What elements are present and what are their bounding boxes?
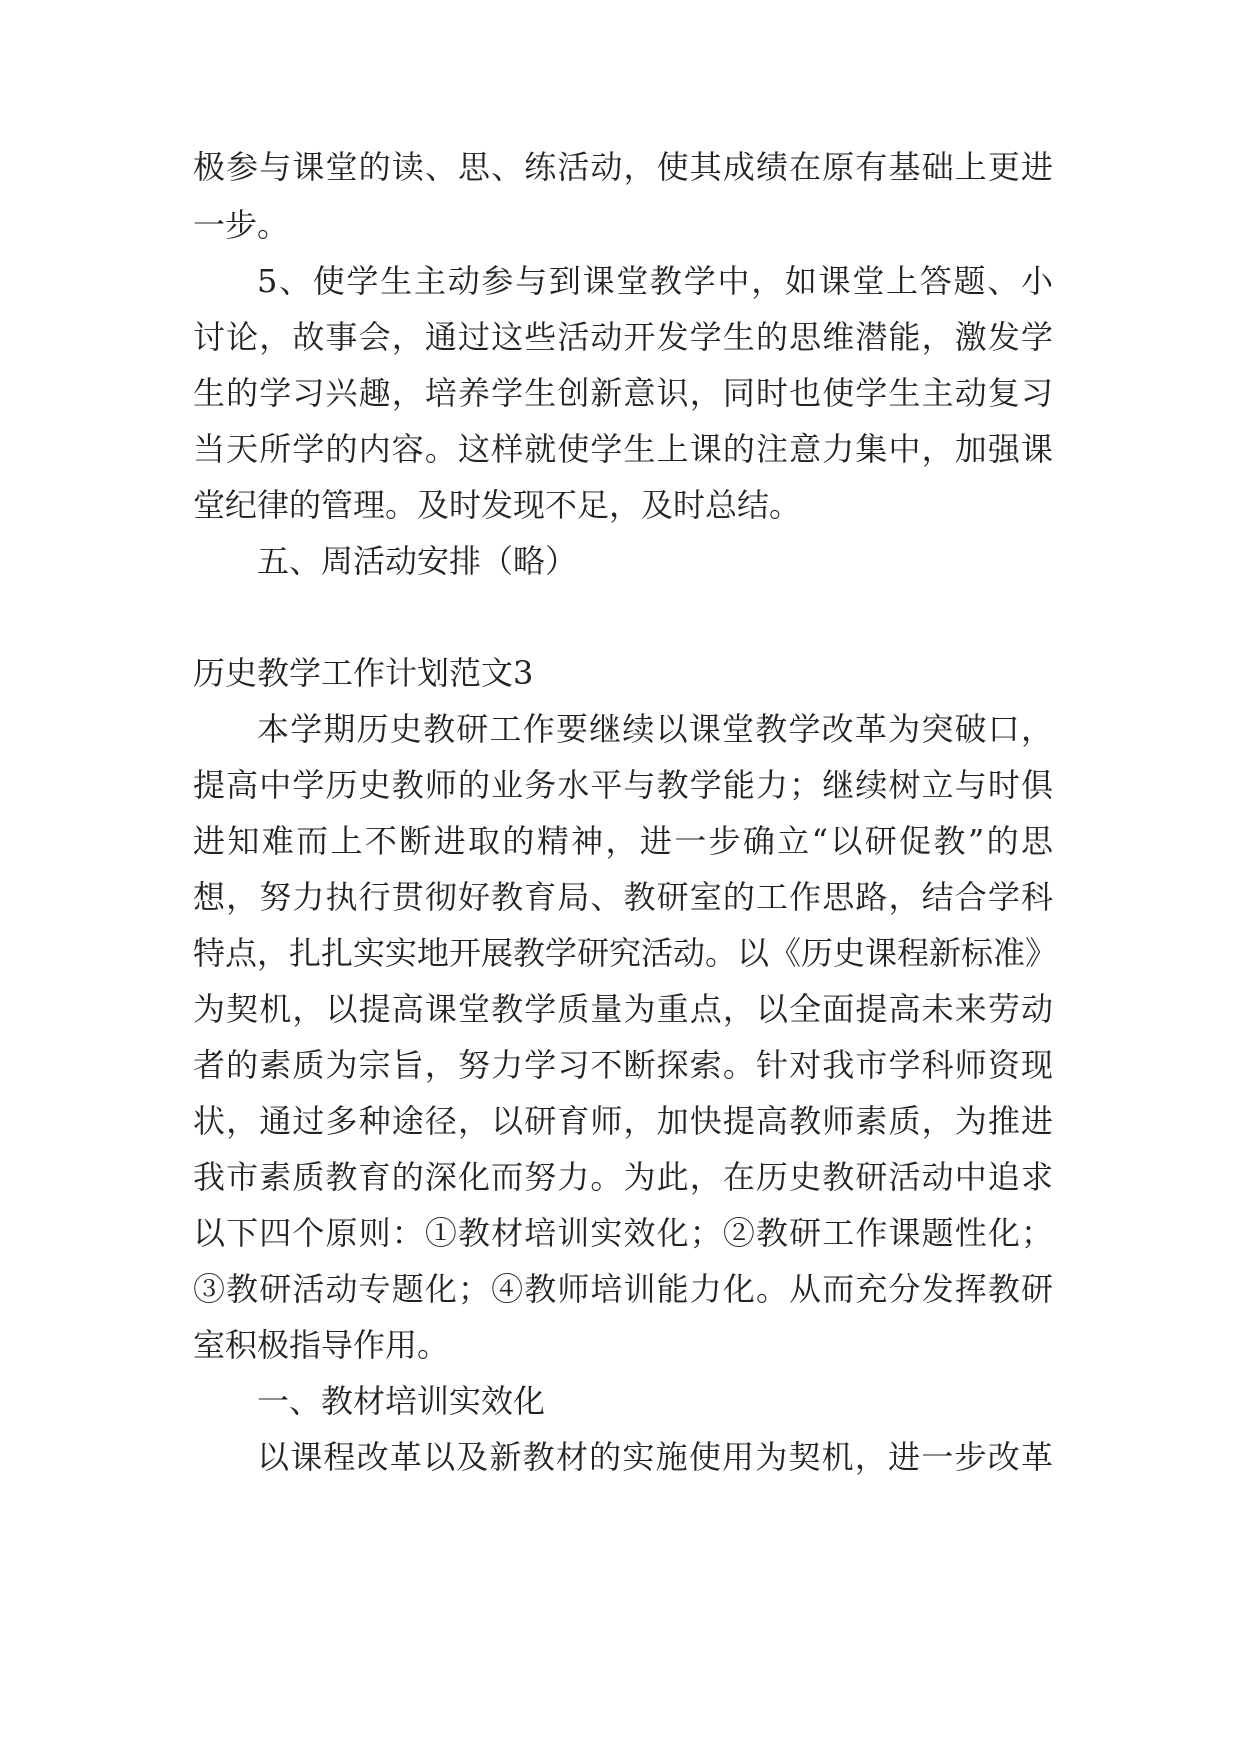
paragraph-line: 为契机，以提高课堂教学质量为重点，以全面提高未来劳动 [193,990,1053,1028]
paragraph-line: 以下四个原则：①教材培训实效化；②教研工作课题性化； [193,1214,1053,1252]
paragraph-line: ③教研活动专题化；④教师培训能力化。从而充分发挥教研 [193,1270,1053,1308]
paragraph-line: 本学期历史教研工作要继续以课堂教学改革为突破口， [257,710,1053,748]
paragraph-line: 想，努力执行贯彻好教育局、教研室的工作思路，结合学科 [193,878,1053,916]
section-heading: 五、周活动安排（略） [257,542,578,580]
paragraph-line: 生的学习兴趣，培养学生创新意识，同时也使学生主动复习 [193,374,1053,412]
paragraph-line: 一步。 [193,206,290,244]
paragraph-line: 室积极指导作用。 [193,1326,450,1364]
paragraph-line: 以课程改革以及新教材的实施使用为契机，进一步改革 [257,1438,1053,1476]
paragraph-line: 状，通过多种途径，以研育师，加快提高教师素质，为推进 [193,1102,1053,1140]
paragraph-line: 进知难而上不断进取的精神，进一步确立“以研促教”的思 [193,822,1053,860]
paragraph-line: 5、使学生主动参与到课堂教学中，如课堂上答题、小 [257,262,1053,300]
paragraph-line: 堂纪律的管理。及时发现不足，及时总结。 [193,486,802,524]
paragraph-line: 特点，扎扎实实地开展教学研究活动。以《历史课程新标准》 [193,934,1058,972]
paragraph-line: 讨论，故事会，通过这些活动开发学生的思维潜能，激发学 [193,318,1053,356]
paragraph-line: 提高中学历史教师的业务水平与教学能力；继续树立与时俱 [193,766,1053,804]
paragraph-line: 当天所学的内容。这样就使学生上课的注意力集中，加强课 [193,430,1053,468]
document-title: 历史教学工作计划范文3 [193,654,534,692]
paragraph-line: 极参与课堂的读、思、练活动，使其成绩在原有基础上更进 [193,148,1053,186]
paragraph-line: 我市素质教育的深化而努力。为此，在历史教研活动中追求 [193,1158,1053,1196]
paragraph-line: 者的素质为宗旨，努力学习不断探索。针对我市学科师资现 [193,1046,1053,1084]
section-heading: 一、教材培训实效化 [257,1382,546,1420]
